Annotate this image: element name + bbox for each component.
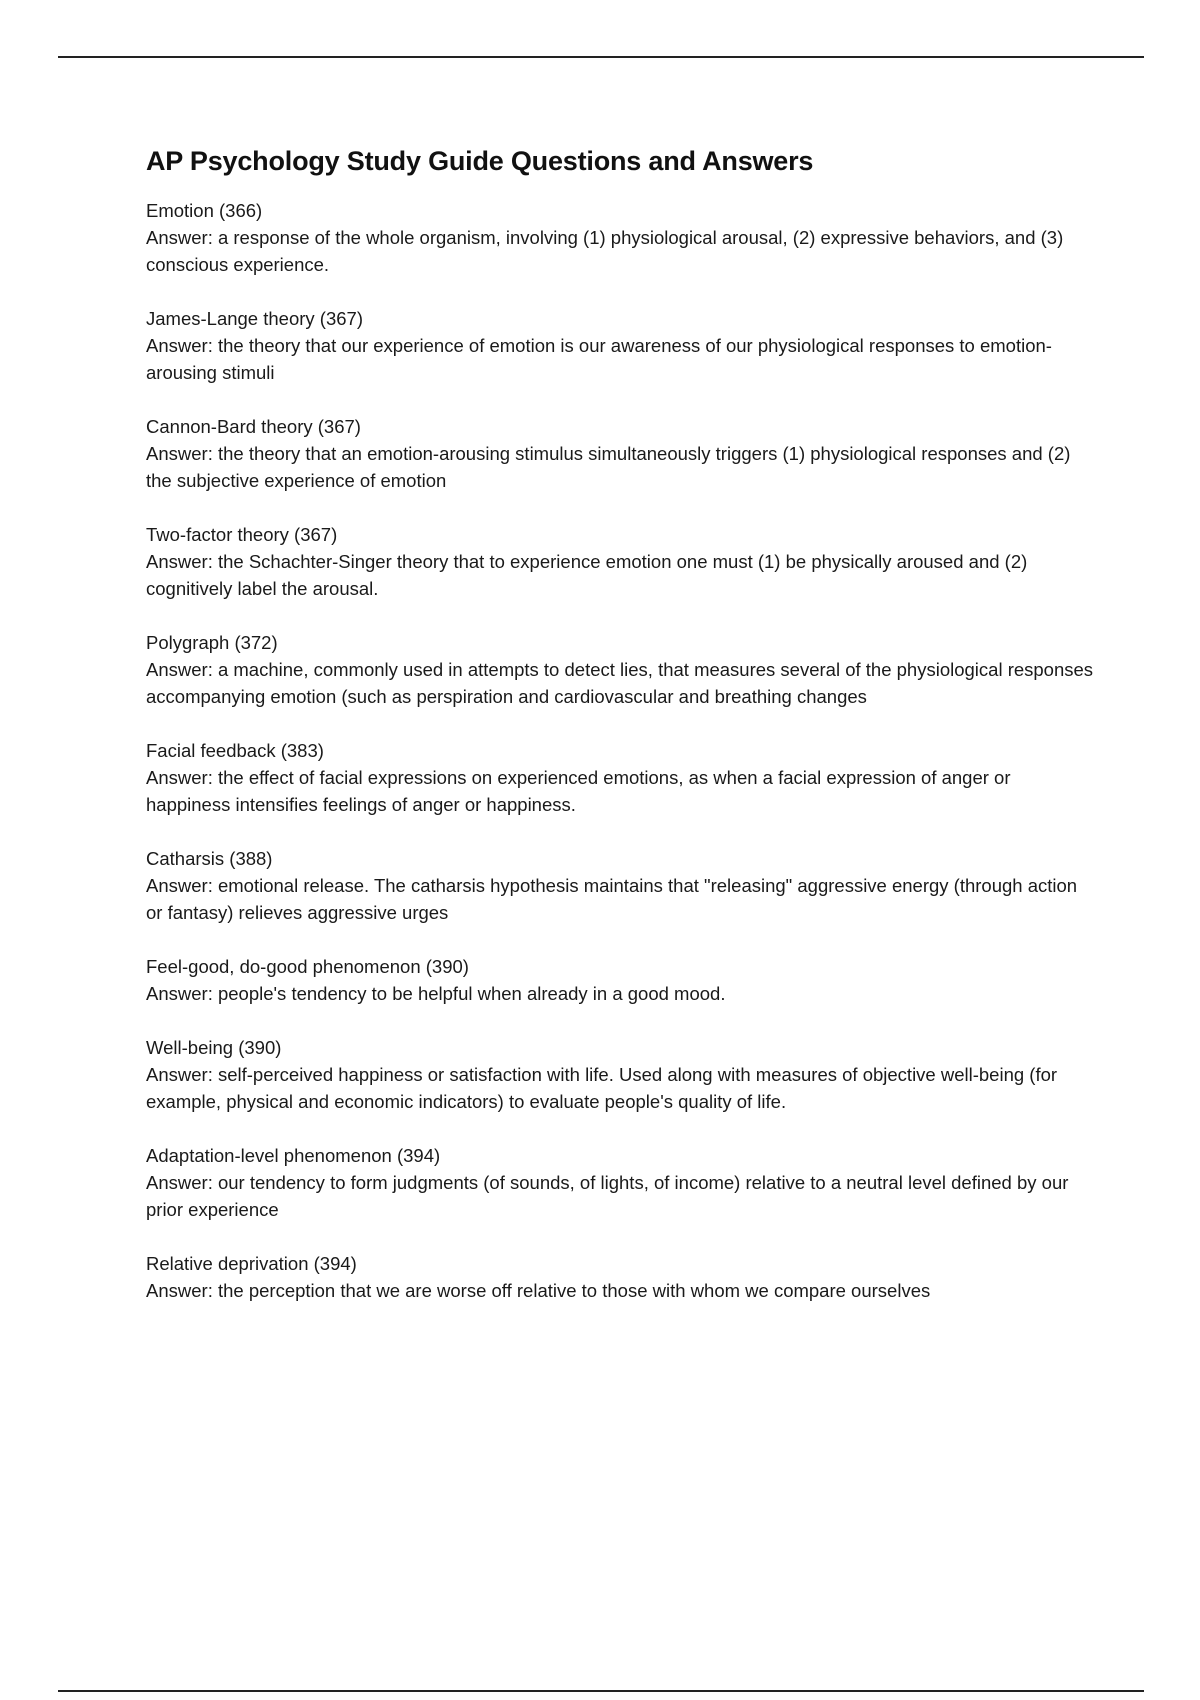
entry-answer: Answer: the theory that our experience of emotion is our awareness of our physiological responses to emotion-arousing stimuli <box>146 335 1052 383</box>
list-item <box>146 305 1096 386</box>
entry-answer: Answer: our tendency to form judgments (of sounds, of lights, of income) relative to a neutral level defined by our prior experience <box>146 1172 1069 1220</box>
bottom-rule <box>58 1690 1144 1692</box>
list-item <box>146 1034 1096 1115</box>
top-rule <box>58 56 1144 58</box>
entry-term: Relative deprivation (394) <box>146 1253 357 1274</box>
entry-answer: Answer: the effect of facial expressions on experienced emotions, as when a facial expression of anger or happiness intensifies feelings of anger or happiness. <box>146 767 1011 815</box>
entry-term: Facial feedback (383) <box>146 740 324 761</box>
entry-term: Feel-good, do-good phenomenon (390) <box>146 956 469 977</box>
entry-answer: Answer: the theory that an emotion-arousing stimulus simultaneously triggers (1) physiological responses and (2) the subjective experience of emotion <box>146 443 1071 491</box>
entry-term: Well-being (390) <box>146 1037 282 1058</box>
entry-answer: Answer: emotional release. The catharsis hypothesis maintains that "releasing" aggressive energy (through action or fantasy) relieves aggressive urges <box>146 875 1078 923</box>
list-item <box>146 953 1096 1007</box>
entry-answer: Answer: self-perceived happiness or satisfaction with life. Used along with measures of objective well-being (for example, physical and economic indicators) to evaluate people's quality of life. <box>146 1064 1058 1112</box>
list-item <box>146 413 1096 494</box>
entry-answer: Answer: a response of the whole organism, involving (1) physiological arousal, (2) expressive behaviors, and (3) conscious experience. <box>146 227 1064 275</box>
entry-answer: Answer: people's tendency to be helpful when already in a good mood. <box>146 983 726 1004</box>
list-item <box>146 521 1096 602</box>
entry-term: Catharsis (388) <box>146 848 273 869</box>
list-item <box>146 197 1096 278</box>
list-item <box>146 1142 1096 1223</box>
list-item <box>146 845 1096 926</box>
entry-term: Cannon-Bard theory (367) <box>146 416 361 437</box>
entry-term: James-Lange theory (367) <box>146 308 363 329</box>
document-body <box>146 146 1096 1331</box>
entry-answer: Answer: the perception that we are worse off relative to those with whom we compare ourselves <box>146 1280 931 1301</box>
list-item <box>146 1250 1096 1304</box>
entry-term: Two-factor theory (367) <box>146 524 338 545</box>
entry-answer: Answer: the Schachter-Singer theory that to experience emotion one must (1) be physically aroused and (2) cognitively label the arousal. <box>146 551 1028 599</box>
page-title: AP Psychology Study Guide Questions and Answers <box>146 146 814 176</box>
list-item <box>146 737 1096 818</box>
entry-term: Adaptation-level phenomenon (394) <box>146 1145 441 1166</box>
entry-answer: Answer: a machine, commonly used in attempts to detect lies, that measures several of the physiological responses accompanying emotion (such as perspiration and cardiovascular and breathing changes <box>146 659 1094 707</box>
list-item <box>146 629 1096 710</box>
entry-term: Emotion (366) <box>146 200 263 221</box>
entry-term: Polygraph (372) <box>146 632 278 653</box>
